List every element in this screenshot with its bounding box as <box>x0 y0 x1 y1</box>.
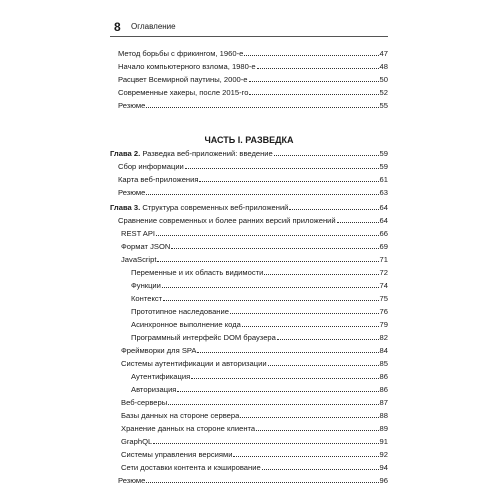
toc-entry-label: GraphQL <box>121 437 153 446</box>
toc-entry-page: 72 <box>379 268 388 277</box>
toc-entry-page: 47 <box>379 49 388 58</box>
toc-entry <box>121 463 388 472</box>
toc-entry <box>118 175 388 184</box>
toc-entry <box>131 307 388 316</box>
toc-entry <box>118 101 388 110</box>
page-number: 8 <box>114 20 121 34</box>
toc-entry-page: 69 <box>379 242 388 251</box>
dot-leader <box>199 175 378 182</box>
toc-entry-label: Резюме <box>118 188 146 197</box>
dot-leader <box>157 255 378 262</box>
toc-entry-label: Функции <box>131 281 161 290</box>
dot-leader <box>146 476 378 483</box>
toc-entry-label: Фреймворки для SPA <box>121 346 197 355</box>
dot-leader <box>171 242 378 249</box>
toc-entry-page: 87 <box>379 398 388 407</box>
toc-entry <box>131 320 388 329</box>
toc-entry <box>131 268 388 277</box>
dot-leader <box>146 101 378 108</box>
toc-entry-label: Расцвет Всемирной паутины, 2000-е <box>118 75 248 84</box>
dot-leader <box>244 49 378 56</box>
dot-leader <box>197 346 378 353</box>
toc-entry <box>121 450 388 459</box>
dot-leader <box>249 88 378 95</box>
toc-entry-label: Авторизация <box>131 385 177 394</box>
toc-entry <box>118 216 388 225</box>
toc-entry <box>110 203 388 212</box>
running-title: Оглавление <box>131 22 176 31</box>
toc-entry <box>121 424 388 433</box>
dot-leader <box>249 75 379 82</box>
toc-entry-label: Контекст <box>131 294 163 303</box>
dot-leader <box>185 162 379 169</box>
toc-entry-page: 64 <box>379 216 388 225</box>
dot-leader <box>240 411 378 418</box>
toc-entry-page: 66 <box>379 229 388 238</box>
dot-leader <box>242 320 379 327</box>
toc-entry-page: 55 <box>379 101 388 110</box>
toc-entry-page: 76 <box>379 307 388 316</box>
toc-entry-page: 79 <box>379 320 388 329</box>
toc-entry <box>121 437 388 446</box>
toc-entry-label: Резюме <box>118 476 146 485</box>
toc-entry-page: 92 <box>379 450 388 459</box>
toc-entry-label: Глава 3. Структура современных веб-приложений <box>110 203 289 212</box>
toc-entry-page: 84 <box>379 346 388 355</box>
toc-entry <box>131 385 388 394</box>
toc-entry-page: 88 <box>379 411 388 420</box>
dot-leader <box>257 62 379 69</box>
dot-leader <box>289 203 378 210</box>
dot-leader <box>277 333 379 340</box>
toc-entry <box>118 88 388 97</box>
toc-entry-page: 82 <box>379 333 388 342</box>
toc-entry-label: Переменные и их область видимости <box>131 268 264 277</box>
toc-entry-label: Карта веб-приложения <box>118 175 199 184</box>
dot-leader <box>264 268 378 275</box>
dot-leader <box>337 216 379 223</box>
chapter-number: Глава 3. <box>110 203 141 212</box>
toc-entry <box>131 281 388 290</box>
toc-entry <box>121 398 388 407</box>
chapter-number: Глава 2. <box>110 149 141 158</box>
toc-entry-label: REST API <box>121 229 156 238</box>
toc-entry-label: Метод борьбы с фрикингом, 1960-е <box>118 49 244 58</box>
part-title: ЧАСТЬ I. РАЗВЕДКА <box>204 135 294 145</box>
toc-entry-page: 86 <box>379 372 388 381</box>
dot-leader <box>274 149 379 156</box>
dot-leader <box>268 359 379 366</box>
toc-entry-page: 86 <box>379 385 388 394</box>
toc-entry-label: Сравнение современных и более ранних версий приложений <box>118 216 336 225</box>
toc-entry <box>118 162 388 171</box>
header-rule <box>110 36 388 37</box>
toc-entry-label: Веб-серверы <box>121 398 168 407</box>
toc-entry-page: 63 <box>379 188 388 197</box>
toc-entry-label: Прототипное наследование <box>131 307 229 316</box>
toc-entry <box>118 62 388 71</box>
toc-entry-label: Современные хакеры, после 2015-го <box>118 88 249 97</box>
toc-entry <box>118 75 388 84</box>
toc-entry-page: 75 <box>379 294 388 303</box>
toc-entry-label: Хранение данных на стороне клиента <box>121 424 256 433</box>
dot-leader <box>162 281 379 288</box>
toc-entry <box>131 294 388 303</box>
toc-entry-label: Аутентификация <box>131 372 191 381</box>
toc-entry-page: 59 <box>379 149 388 158</box>
dot-leader <box>168 398 378 405</box>
dot-leader <box>156 229 379 236</box>
toc-entry-label: Асинхронное выполнение кода <box>131 320 241 329</box>
toc-entry-page: 89 <box>379 424 388 433</box>
toc-entry-label: Системы управления версиями <box>121 450 233 459</box>
toc-entry <box>118 49 388 58</box>
toc-entry-page: 50 <box>379 75 388 84</box>
toc-entry <box>121 242 388 251</box>
dot-leader <box>191 372 378 379</box>
toc-entry <box>118 188 388 197</box>
dot-leader <box>256 424 378 431</box>
toc-entry-page: 64 <box>379 203 388 212</box>
toc-entry-label: Программный интерфейс DOM браузера <box>131 333 276 342</box>
toc-entry-page: 94 <box>379 463 388 472</box>
toc-entry-label: Начало компьютерного взлома, 1980-е <box>118 62 256 71</box>
toc-entry <box>121 255 388 264</box>
toc-entry-label: JavaScript <box>121 255 157 264</box>
dot-leader <box>153 437 378 444</box>
toc-entry-page: 91 <box>379 437 388 446</box>
toc-entry-label: Сбор информации <box>118 162 184 171</box>
toc-entry-page: 61 <box>379 175 388 184</box>
toc-entry <box>131 372 388 381</box>
toc-entry-label: Формат JSON <box>121 242 171 251</box>
toc-entry-page: 48 <box>379 62 388 71</box>
toc-entry-page: 85 <box>379 359 388 368</box>
dot-leader <box>146 188 378 195</box>
toc-entry-label: Резюме <box>118 101 146 110</box>
toc-entry-page: 71 <box>379 255 388 264</box>
toc-entry <box>110 149 388 158</box>
toc-entry-label: Системы аутентификации и авторизации <box>121 359 267 368</box>
toc-entry <box>118 476 388 485</box>
dot-leader <box>163 294 378 301</box>
toc-entry-page: 96 <box>379 476 388 485</box>
toc-entry-page: 52 <box>379 88 388 97</box>
toc-entry <box>121 359 388 368</box>
toc-entry-label: Базы данных на стороне сервера <box>121 411 240 420</box>
toc-entry-page: 74 <box>379 281 388 290</box>
toc-entry <box>121 411 388 420</box>
toc-entry-label: Глава 2. Разведка веб-приложений: введение <box>110 149 273 158</box>
toc-entry <box>121 229 388 238</box>
toc-entry <box>121 346 388 355</box>
dot-leader <box>230 307 379 314</box>
toc-entry-page: 59 <box>379 162 388 171</box>
toc-entry <box>131 333 388 342</box>
dot-leader <box>177 385 378 392</box>
dot-leader <box>233 450 378 457</box>
toc-entry-label: Сети доставки контента и кэширование <box>121 463 261 472</box>
dot-leader <box>262 463 379 470</box>
